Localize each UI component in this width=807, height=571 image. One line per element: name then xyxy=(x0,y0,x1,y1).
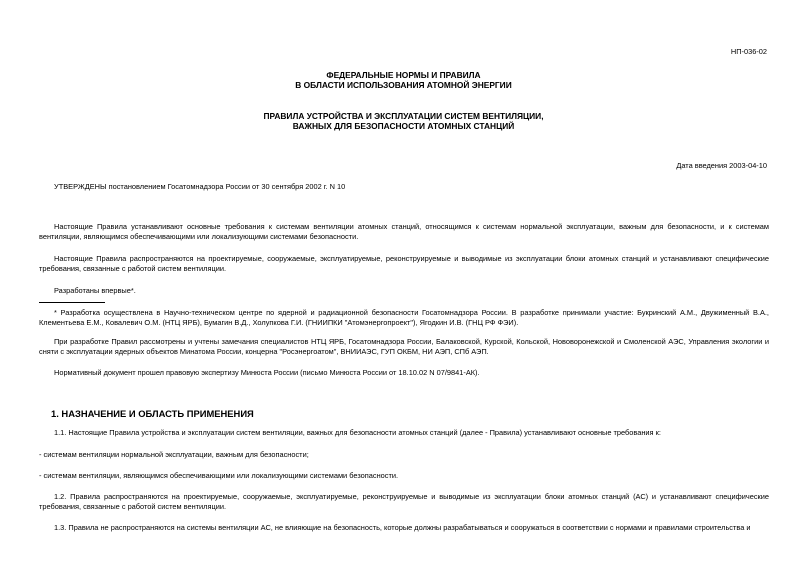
header-line-2: В ОБЛАСТИ ИСПОЛЬЗОВАНИЯ АТОМНОЙ ЭНЕРГИИ xyxy=(295,80,512,90)
clause-1-1: 1.1. Настоящие Правила устройства и эксплуатации систем вентиляции, важных для безопасности атомных станций (далее - Правила) устанавливают основные требования к: xyxy=(54,428,661,437)
document-code: НП-036-02 xyxy=(730,47,767,56)
footnote: * Разработка осуществлена в Научно-техническом центре по ядерной и радиационной безопасности Госатомнадзора России. В разработке принимали участие: Букринский А.М., Двужименный В.А., Клементьева Е.М., Ковалевич О.М. (НТЦ ЯРБ), Бумагин В.Д., Холупкова Г.И. (ГНИИПКИ "Атомэнергопроект"), Ягодкин И.В. (ГНЦ РФ ФЭИ). xyxy=(39,308,769,327)
header-line-1: ФЕДЕРАЛЬНЫЕ НОРМЫ И ПРАВИЛА xyxy=(326,70,481,80)
legal-note: Нормативный документ прошел правовую экспертизу Минюста России (письмо Минюста России от 18.10.02 N 07/9841-АК). xyxy=(54,368,480,377)
document-title xyxy=(40,111,767,131)
section-heading: 1. НАЗНАЧЕНИЕ И ОБЛАСТЬ ПРИМЕНЕНИЯ xyxy=(51,408,254,419)
intro-paragraph: Настоящие Правила распространяются на проектируемые, сооружаемые, эксплуатируемые, реконструируемые и выводимые из эксплуатации блоки атомных станций и устанавливают специфические требования, связанные с работой систем вентиляции. xyxy=(39,254,769,273)
intro-paragraph: Настоящие Правила устанавливают основные требования к системам вентиляции атомных станций, относящимся к системам нормальной эксплуатации, важным для безопасности, и к системам вентиляции, являющимся обеспечивающими или локализующими системами безопасности. xyxy=(39,222,769,241)
clause-1-2: 1.2. Правила распространяются на проектируемые, сооружаемые, эксплуатируемые, реконструируемые и выводимые из эксплуатации блоки атомных станций (АС) и устанавливают специфические требования, связанные с работой систем вентиляции. xyxy=(39,492,769,511)
review-note: При разработке Правил рассмотрены и учтены замечания специалистов НТЦ ЯРБ, Госатомнадзора России, Балаковской, Курской, Кольской, Нововоронежской и Смоленской АЭС, Управления экологии и сняти с эксплуатации ядерных объектов Минатома России, концерна "Росэнергоатом", ВНИИАЭС, ГУП ОКБМ, НИ АЭП, СПб АЭП. xyxy=(39,337,769,356)
clause-1-3: 1.3. Правила не распространяются на системы вентиляции АС, не влияющие на безопасность, которые должны разрабатываться и сооружаться в соответствии с нормами и правилами строительства и xyxy=(54,523,751,532)
list-item: - системам вентиляции, являющимся обеспечивающими или локализующими системами безопасности. xyxy=(39,471,399,480)
approval-statement: УТВЕРЖДЕНЫ постановлением Госатомнадзора России от 30 сентября 2002 г. N 10 xyxy=(54,182,346,191)
title-line-1: ПРАВИЛА УСТРОЙСТВА И ЭКСПЛУАТАЦИИ СИСТЕМ ВЕНТИЛЯЦИИ, xyxy=(263,111,544,121)
intro-paragraph: Разработаны впервые*. xyxy=(54,286,136,295)
footnote-divider xyxy=(39,302,105,303)
list-item: - системам вентиляции нормальной эксплуатации, важным для безопасности; xyxy=(39,450,309,459)
effective-date: Дата введения 2003-04-10 xyxy=(676,161,767,170)
title-line-2: ВАЖНЫХ ДЛЯ БЕЗОПАСНОСТИ АТОМНЫХ СТАНЦИЙ xyxy=(292,121,515,131)
document-header xyxy=(40,70,767,90)
